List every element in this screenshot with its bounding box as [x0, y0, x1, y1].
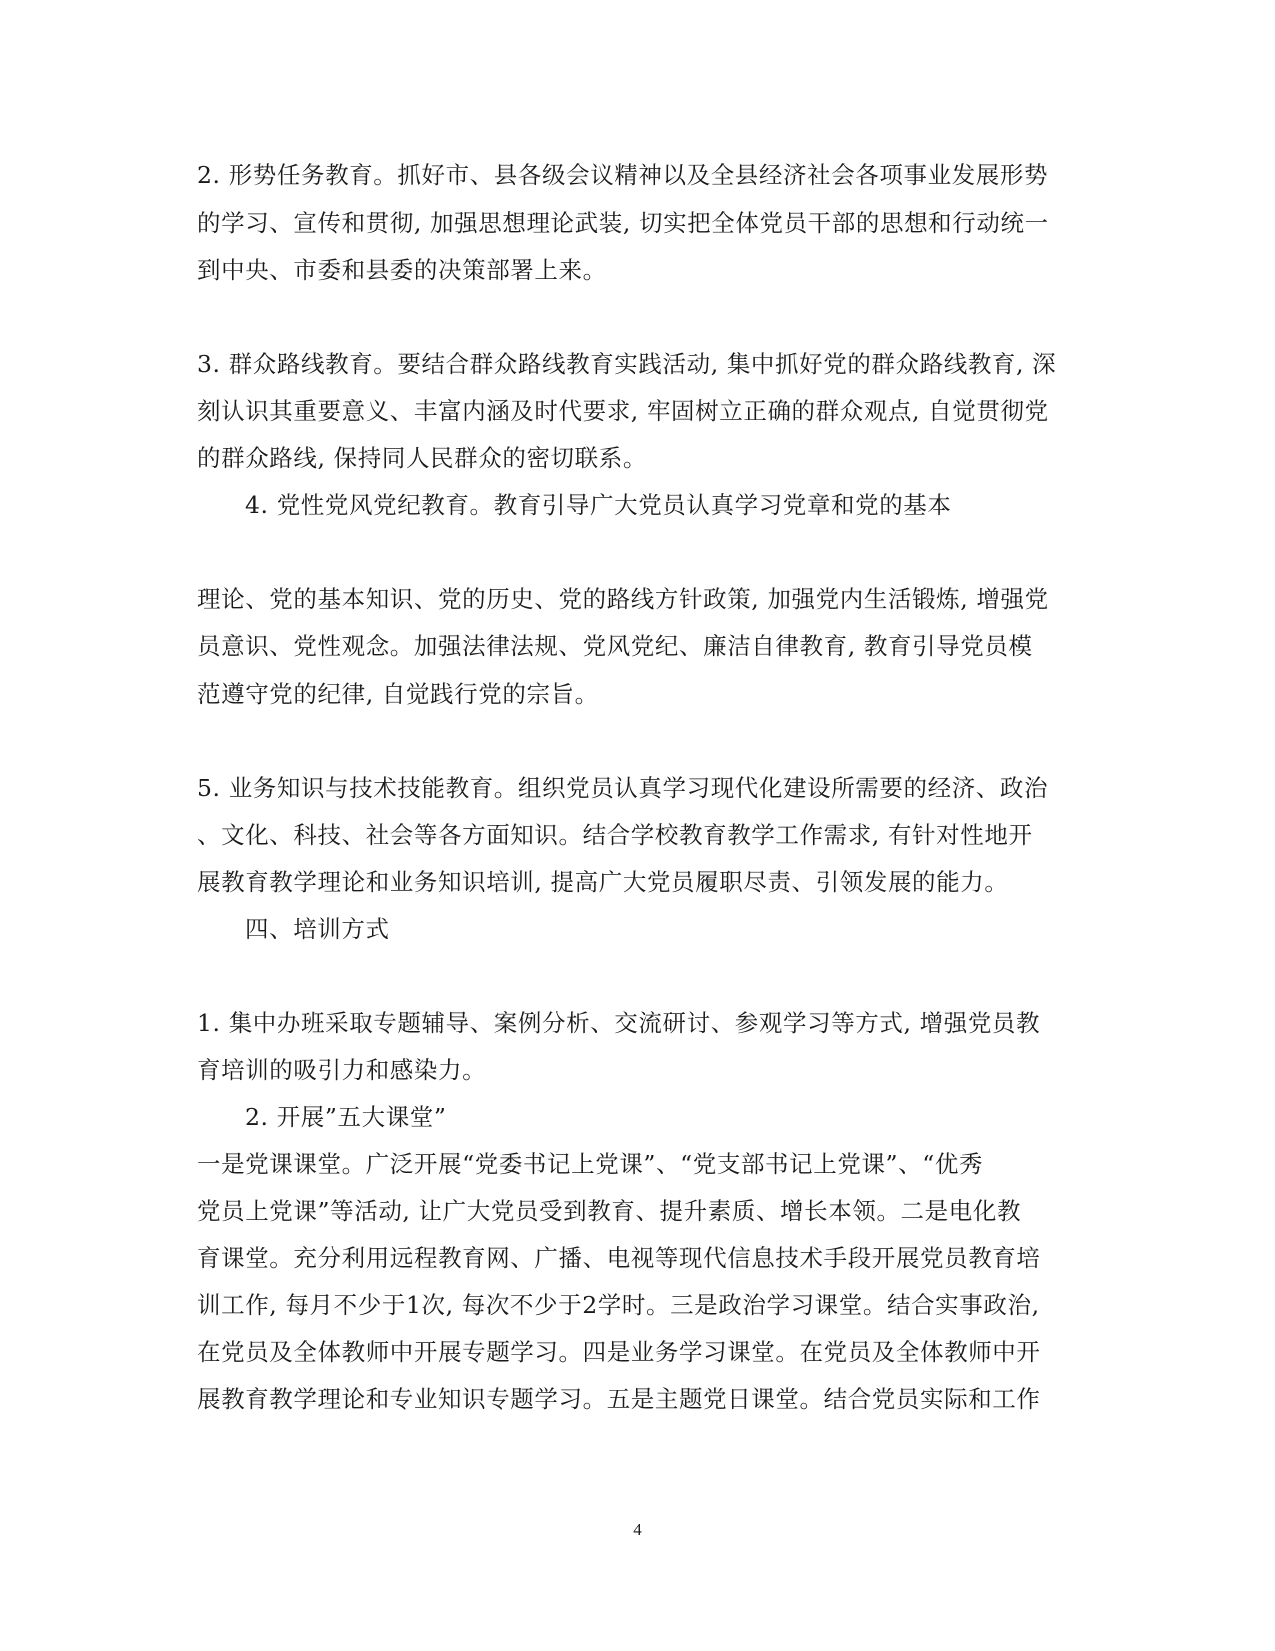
text-line: 5. 业务知识与技术技能教育。组织党员认真学习现代化建设所需要的经济、政治 — [197, 774, 1049, 802]
text-line: 、文化、科技、社会等各方面知识。结合学校教育教学工作需求, 有针对性地开 — [197, 821, 1033, 849]
text-line: 在党员及全体教师中开展专题学习。四是业务学习课堂。在党员及全体教师中开 — [197, 1338, 1041, 1366]
page-number: 4 — [633, 1520, 642, 1539]
text-line: 一是党课课堂。广泛开展“党委书记上党课”、“党支部书记上党课”、“优秀 — [197, 1150, 984, 1178]
text-line: 理论、党的基本知识、党的历史、党的路线方针政策, 加强党内生活锻炼, 增强党 — [197, 585, 1049, 613]
text-line: 到中央、市委和县委的决策部署上来。 — [197, 256, 607, 284]
text-line: 展教育教学理论和专业知识专题学习。五是主题党日课堂。结合党员实际和工作 — [197, 1385, 1041, 1413]
text-line: 3. 群众路线教育。要结合群众路线教育实践活动, 集中抓好党的群众路线教育, 深 — [197, 350, 1057, 378]
text-line: 育培训的吸引力和感染力。 — [197, 1056, 487, 1084]
text-line: 展教育教学理论和业务知识培训, 提高广大党员履职尽责、引领发展的能力。 — [197, 868, 1009, 896]
text-line: 4. 党性党风党纪教育。教育引导广大党员认真学习党章和党的基本 — [245, 491, 952, 519]
text-line: 2. 形势任务教育。抓好市、县各级会议精神以及全县经济社会各项事业发展形势 — [197, 161, 1049, 189]
text-line: 党员上党课”等活动, 让广大党员受到教育、提升素质、增长本领。二是电化教 — [197, 1197, 1022, 1225]
text-line: 的群众路线, 保持同人民群众的密切联系。 — [197, 444, 647, 472]
text-line: 的学习、宣传和贯彻, 加强思想理论武装, 切实把全体党员干部的思想和行动统一 — [197, 209, 1049, 237]
section-heading: 四、培训方式 — [245, 915, 390, 943]
text-line: 训工作, 每月不少于1次, 每次不少于2学时。三是政治学习课堂。结合实事政治, — [197, 1291, 1040, 1319]
text-line: 育课堂。充分利用远程教育网、广播、电视等现代信息技术手段开展党员教育培 — [197, 1244, 1041, 1272]
text-line: 1. 集中办班采取专题辅导、案例分析、交流研讨、参观学习等方式, 增强党员教 — [197, 1009, 1041, 1037]
text-line: 员意识、党性观念。加强法律法规、党风党纪、廉洁自律教育, 教育引导党员模 — [197, 632, 1033, 660]
text-line: 刻认识其重要意义、丰富内涵及时代要求, 牢固树立正确的群众观点, 自觉贯彻党 — [197, 397, 1049, 425]
text-line: 2. 开展”五大课堂” — [245, 1103, 447, 1131]
text-line: 范遵守党的纪律, 自觉践行党的宗旨。 — [197, 680, 599, 708]
